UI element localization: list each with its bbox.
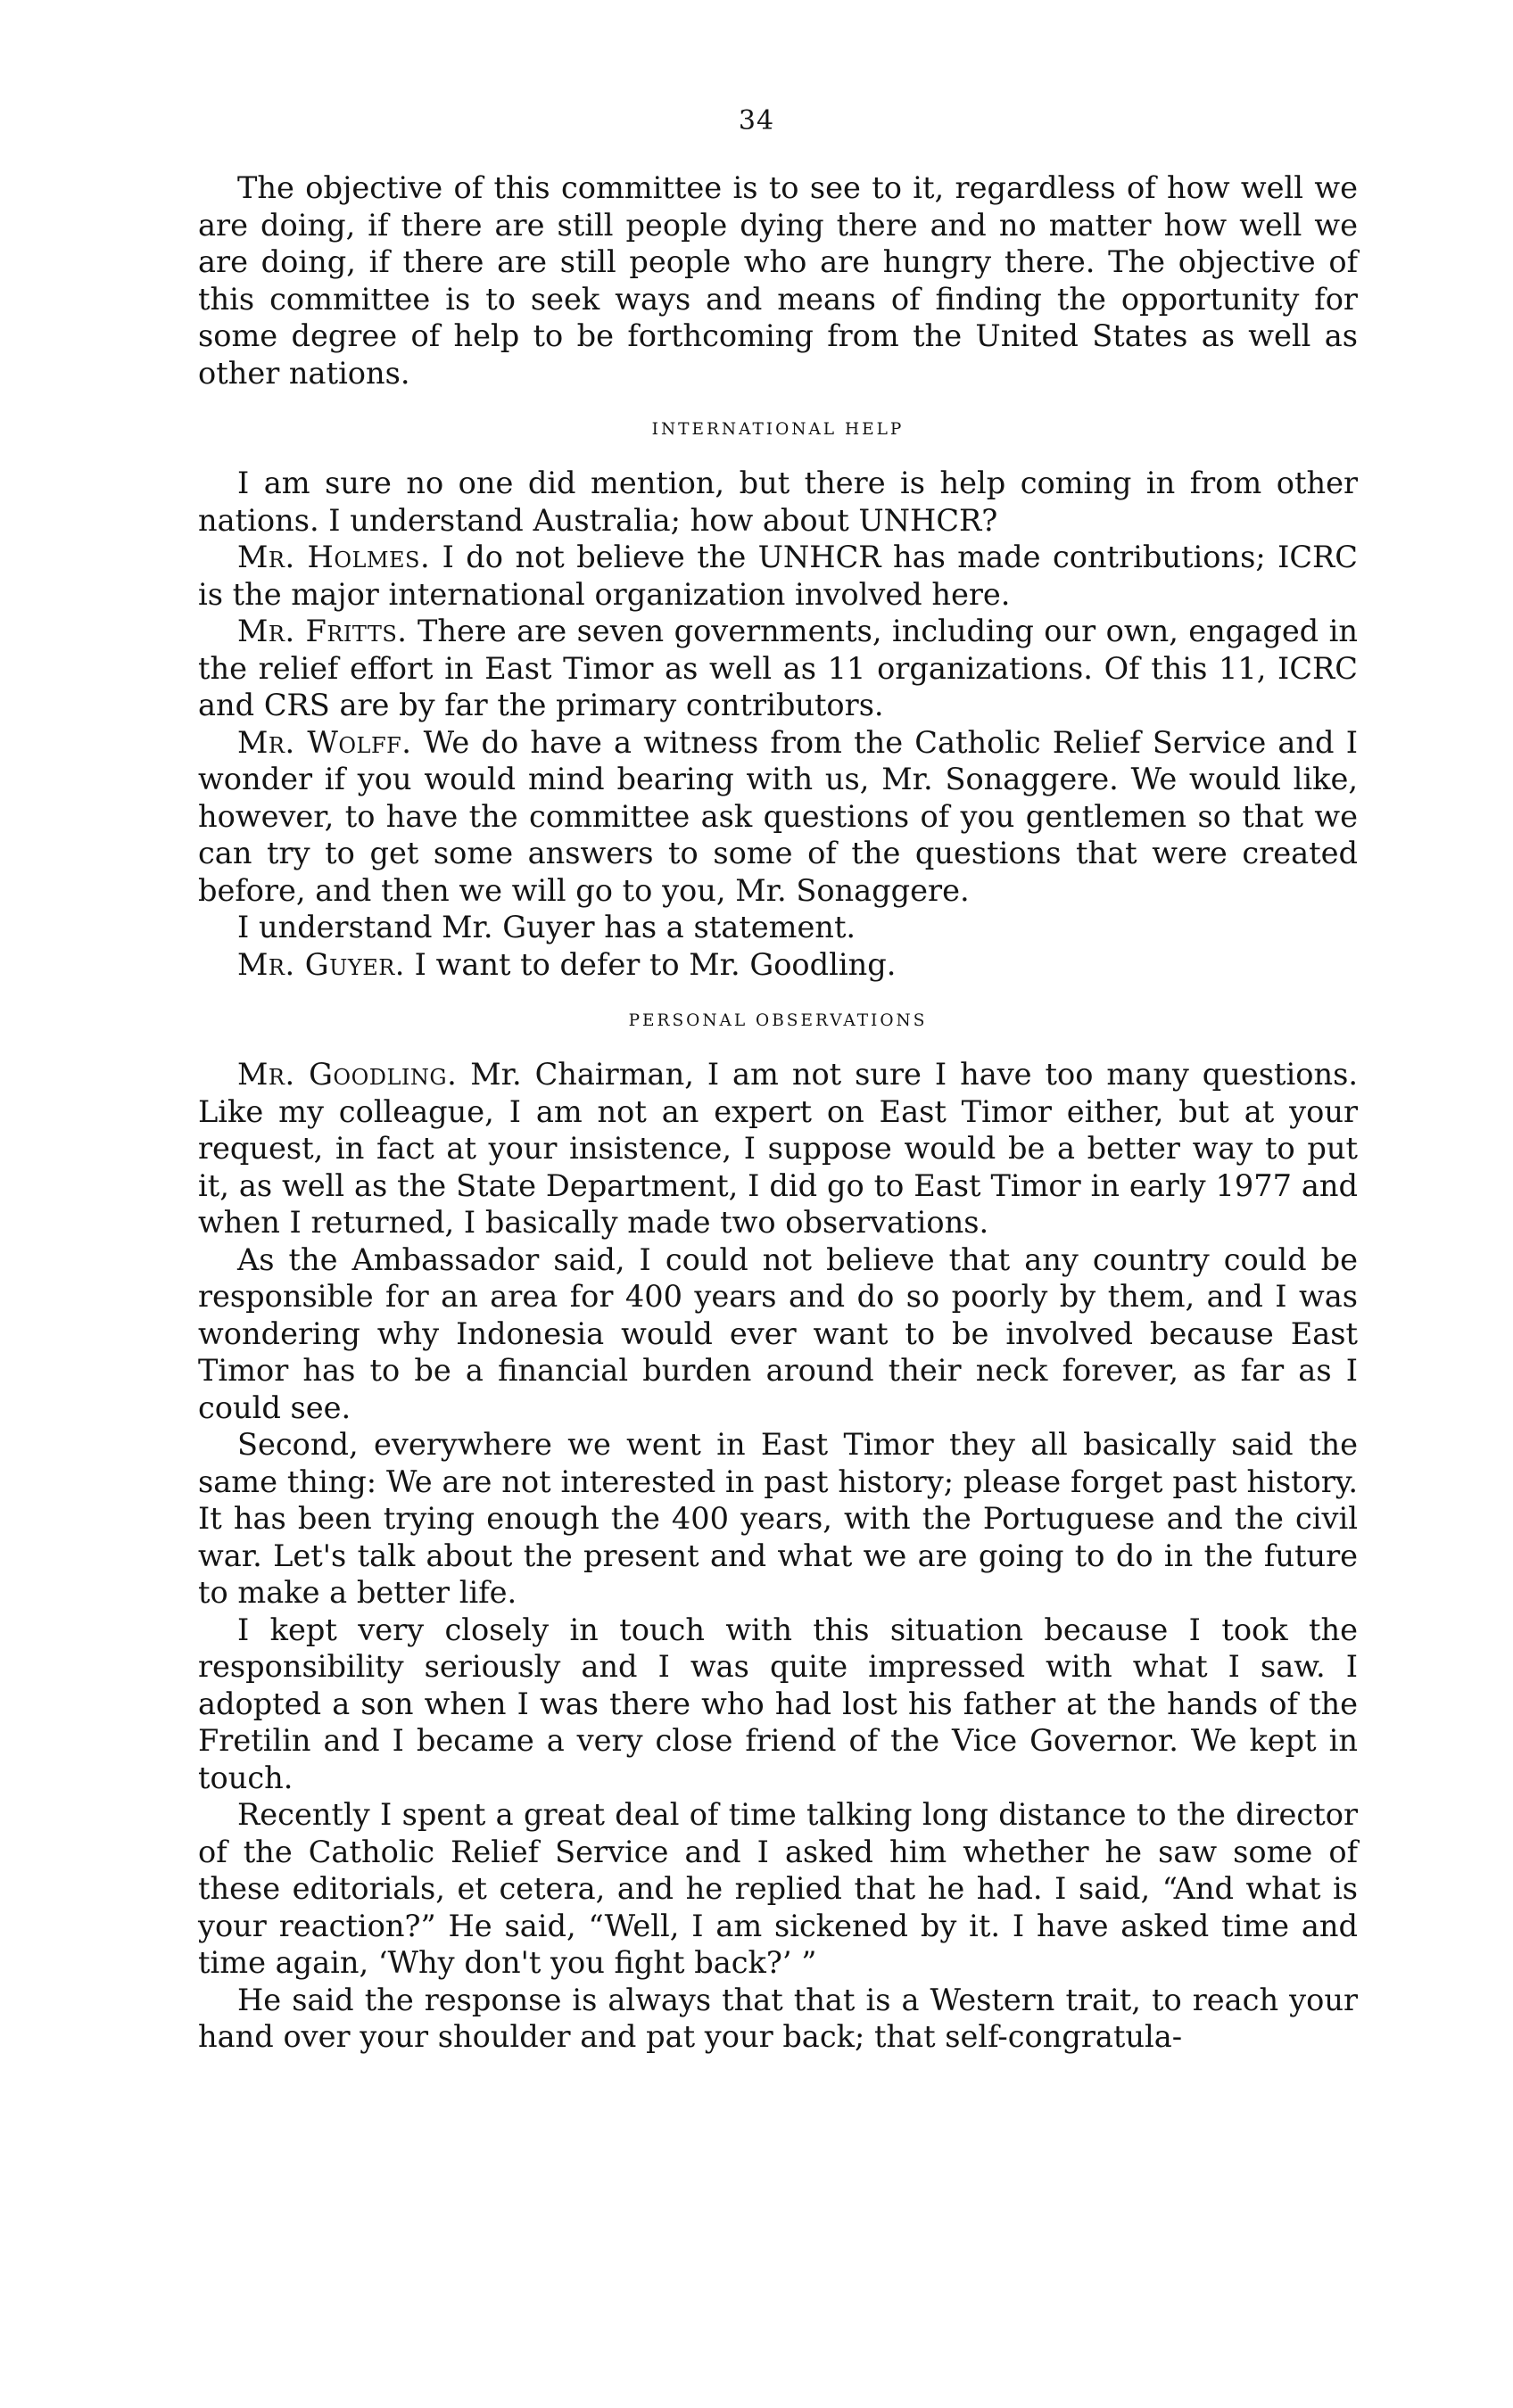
paragraph-text: Second, everywhere we went in East Timor they all basically said the same thing: We are not interested in past history; please forget past history. It has been trying enough the 400 years, with the Portuguese and the civil war. Let's talk about the present and what we are going to do in the future to make a better life. <box>198 1427 1358 1610</box>
paragraph-text: Recently I spent a great deal of time talking long distance to the director of the Catholic Relief Service and I asked him whether he saw some of these editorials, et cetera, and he replied that he had. I said, “And what is your reaction?” He said, “Well, I am sickened by it. I have asked time and time again, ‘Why don't you fight back?’ ” <box>198 1797 1358 1980</box>
paragraph <box>198 724 1358 910</box>
section-intro <box>198 169 1358 392</box>
paragraph <box>198 946 1358 984</box>
paragraph <box>198 465 1358 539</box>
paragraph-text: I understand Mr. Guyer has a statement. <box>237 910 856 944</box>
paragraph <box>198 539 1358 613</box>
speaker-name: Mr. Fritts. <box>237 614 408 648</box>
section-international-help <box>198 465 1358 983</box>
speaker-name: Mr. Goodling. <box>237 1057 458 1092</box>
paragraph <box>198 1796 1358 1982</box>
paragraph <box>198 1426 1358 1612</box>
section-heading: PERSONAL OBSERVATIONS <box>628 1011 928 1030</box>
paragraph-text: As the Ambassador said, I could not believe that any country could be responsible for an area for 400 years and do so poorly by them, and I was wondering why Indonesia would ever want to be involved because East Timor has to be a financial burden around their neck forever, as far as I could see. <box>198 1241 1358 1425</box>
paragraph <box>198 909 1358 946</box>
paragraph <box>198 613 1358 724</box>
paragraph <box>198 169 1358 392</box>
paragraph-text: The objective of this committee is to see to it, regardless of how well we are doing, if there are still people dying there and no matter how well we are doing, if there are still people who are hungry there. The objective of this committee is to seek ways and means of finding the opportunity for some degree of help to be forthcoming from the United States as well as other nations. <box>198 170 1358 391</box>
paragraph <box>198 1241 1358 1427</box>
paragraph-text: Mr. Chairman, I am not sure I have too many questions. Like my colleague, I am not an expert on East Timor either, but at your request, in fact at your insistence, I suppose would be a better way to put it, as well as the State Department, I did go to East Timor in early 1977 and when I returned, I basically made two observations. <box>198 1057 1358 1240</box>
paragraph-text: He said the response is always that that is a Western trait, to reach your hand over your shoulder and pat your back; that self-congratula- <box>198 1982 1358 2054</box>
speaker-name: Mr. Holmes. <box>237 540 431 574</box>
page-number: 34 <box>738 105 775 136</box>
paragraph-text: I want to defer to Mr. Goodling. <box>414 946 897 982</box>
body-text <box>198 169 1358 2056</box>
paragraph-text: I do not believe the UNHCR has made contributions; ICRC is the major international organization involved here. <box>198 540 1358 612</box>
paragraph-text: There are seven governments, including our own, engaged in the relief effort in East Timor as well as 11 organizations. Of this 11, ICRC and CRS are by far the primary contributors. <box>198 614 1358 722</box>
paragraph-text: We do have a witness from the Catholic Relief Service and I wonder if you would mind bearing with us, Mr. Sonaggere. We would like, however, to have the committee ask questions of you gentlemen so that we can try to get some answers to some of the questions that were created before, and then we will go to you, Mr. Sonaggere. <box>198 724 1358 908</box>
section-heading: INTERNATIONAL HELP <box>651 420 905 439</box>
paragraph <box>198 1612 1358 1797</box>
section-personal-observations <box>198 1056 1358 2056</box>
speaker-name: Mr. Wolff. <box>237 724 412 760</box>
paragraph <box>198 1056 1358 1241</box>
paragraph-text: I am sure no one did mention, but there is help coming in from other nations. I understand Australia; how about UNHCR? <box>198 466 1358 538</box>
paragraph <box>198 1982 1358 2056</box>
paragraph-text: I kept very closely in touch with this situation because I took the responsibility seriously and I was quite impressed with what I saw. I adopted a son when I was there who had lost his father at the hands of the Fretilin and I became a very close friend of the Vice Governor. We kept in touch. <box>198 1612 1358 1795</box>
speaker-name: Mr. Guyer. <box>237 946 405 982</box>
